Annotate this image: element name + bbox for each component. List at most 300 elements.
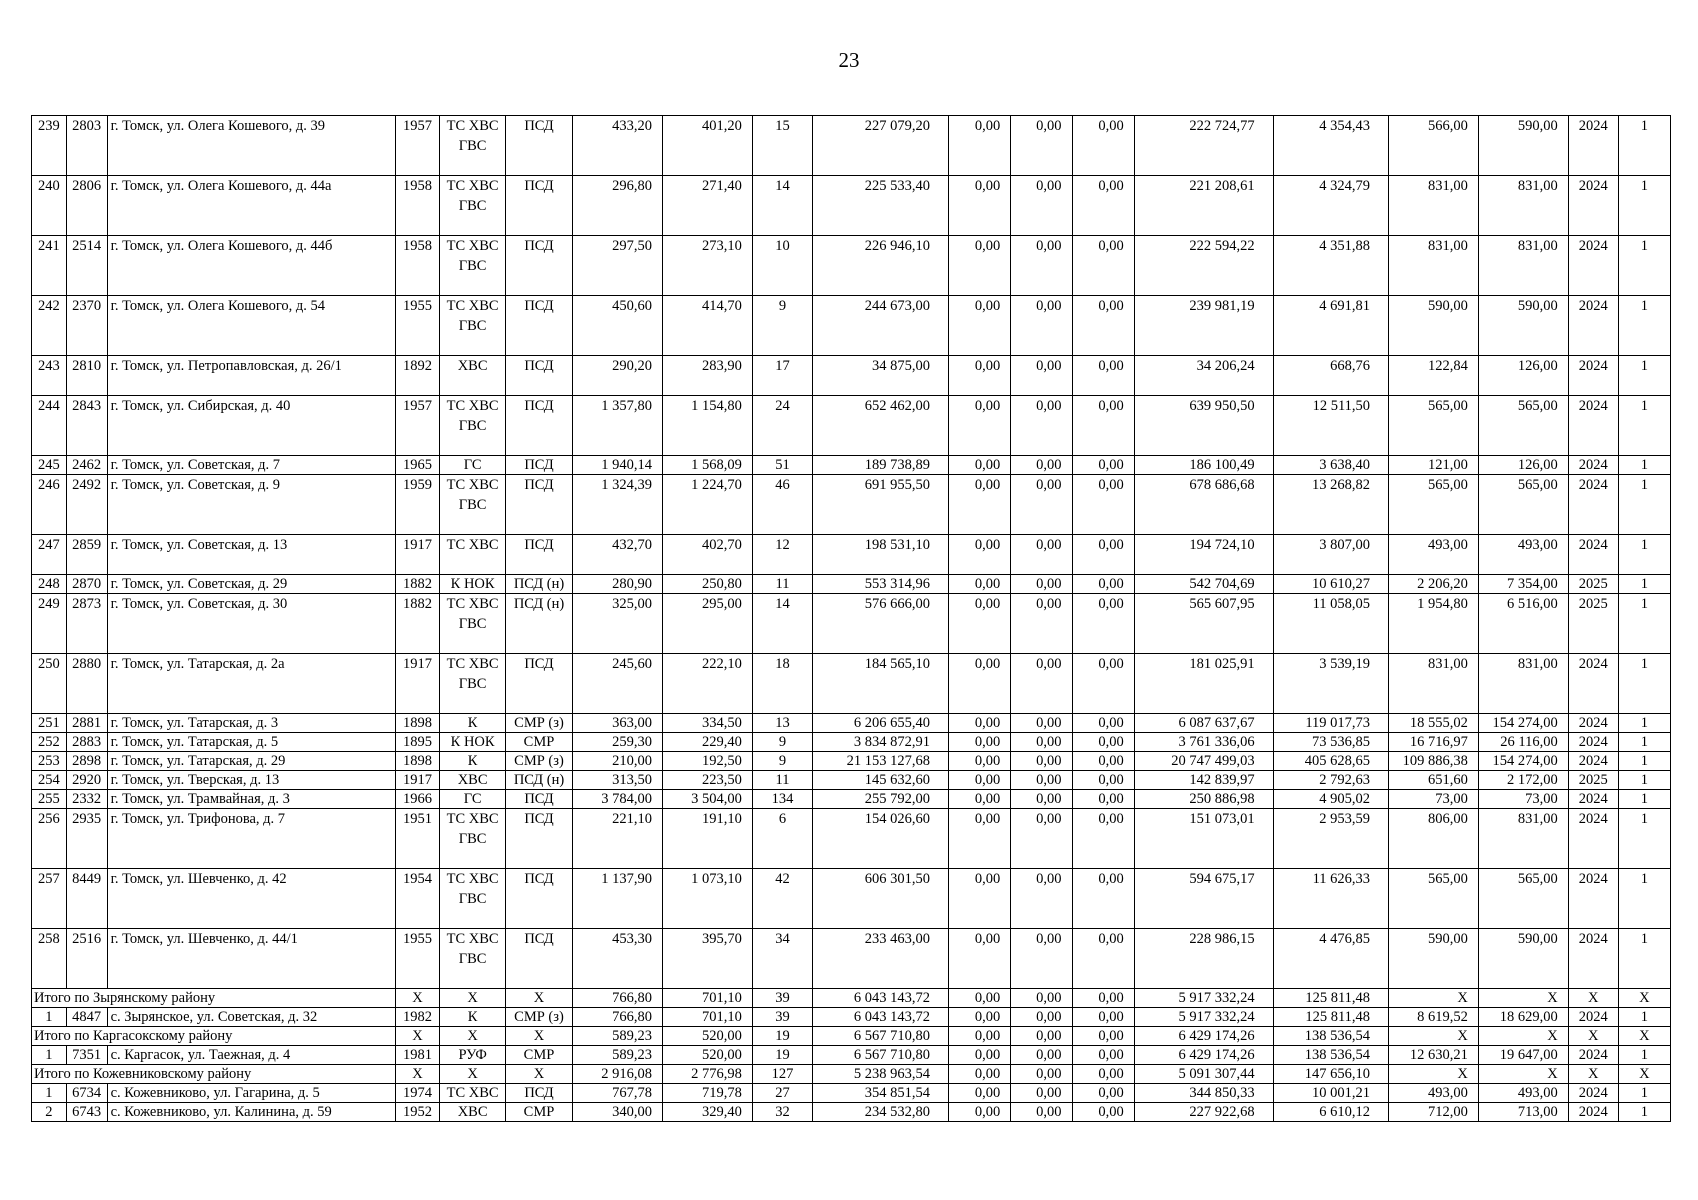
subtotal-row	[32, 1027, 1671, 1046]
cell-year-plan: 2024	[1568, 356, 1618, 396]
cell-residents: 15	[752, 116, 812, 176]
cell-max-cost: 590,00	[1478, 296, 1568, 356]
cell-house-id: 2859	[66, 535, 107, 575]
cell-residents: 51	[752, 456, 812, 475]
cell-work-type: СМР	[505, 1103, 572, 1122]
cell-max-cost: 493,00	[1478, 1084, 1568, 1103]
cell-area-total: 433,20	[573, 116, 663, 176]
cell-build-year: 1917	[395, 771, 440, 790]
cell-max-cost: 73,00	[1478, 790, 1568, 809]
cell-year-plan: 2024	[1568, 654, 1618, 714]
cell-owners: 4 351,88	[1273, 236, 1388, 296]
cell-local: 0,00	[1072, 790, 1134, 809]
cell-method: X	[1618, 989, 1670, 1008]
cell-local: 0,00	[1072, 475, 1134, 535]
cell-area-total: 453,30	[573, 929, 663, 989]
cell-fund: 221 208,61	[1134, 176, 1273, 236]
cell-residents: 134	[752, 790, 812, 809]
cell-total-cost: 234 532,80	[813, 1103, 949, 1122]
cell-year-plan: 2024	[1568, 929, 1618, 989]
cell-unit-cost: 12 630,21	[1389, 1046, 1479, 1065]
cell-regional: 0,00	[1011, 1084, 1072, 1103]
cell-year-plan: 2024	[1568, 809, 1618, 869]
cell-address: с. Кожевниково, ул. Калинина, д. 59	[107, 1103, 395, 1122]
cell-federal: 0,00	[948, 116, 1010, 176]
cell-federal: 0,00	[948, 809, 1010, 869]
cell-unit-cost: 806,00	[1389, 809, 1479, 869]
cell-area-total: 1 940,14	[573, 456, 663, 475]
cell-method: 1	[1618, 535, 1670, 575]
cell-fund: 344 850,33	[1134, 1084, 1273, 1103]
cell-unit-cost: 1 954,80	[1389, 594, 1479, 654]
cell-total-cost: 34 875,00	[813, 356, 949, 396]
cell-address: г. Томск, ул. Советская, д. 30	[107, 594, 395, 654]
cell-build-year: 1951	[395, 809, 440, 869]
cell-systems: К НОК	[440, 575, 505, 594]
cell-build-year: 1959	[395, 475, 440, 535]
cell-federal: 0,00	[948, 535, 1010, 575]
cell-area-total: 432,70	[573, 535, 663, 575]
cell-area-living: 395,70	[663, 929, 753, 989]
cell-area-total: 363,00	[573, 714, 663, 733]
cell-method: X	[1618, 1027, 1670, 1046]
cell-address: г. Томск, ул. Трифонова, д. 7	[107, 809, 395, 869]
cell-max-cost: 831,00	[1478, 654, 1568, 714]
cell-address: с. Кожевниково, ул. Гагарина, д. 5	[107, 1084, 395, 1103]
cell-local: 0,00	[1072, 594, 1134, 654]
cell-house-id: 2514	[66, 236, 107, 296]
cell-house-id: 2935	[66, 809, 107, 869]
cell-unit-cost: 2 206,20	[1389, 575, 1479, 594]
cell-unit-cost: 565,00	[1389, 396, 1479, 456]
cell-area-living: 401,20	[663, 116, 753, 176]
cell-systems: ХВС	[440, 356, 505, 396]
cell-fund: 227 922,68	[1134, 1103, 1273, 1122]
cell-row-number: 254	[32, 771, 67, 790]
cell-row-number: 248	[32, 575, 67, 594]
cell-area-living: 250,80	[663, 575, 753, 594]
cell-build-year: 1966	[395, 790, 440, 809]
cell-work-type: СМР (з)	[505, 1008, 572, 1027]
cell-total-cost: 6 043 143,72	[813, 989, 949, 1008]
cell-total-cost: 3 834 872,91	[813, 733, 949, 752]
cell-regional: 0,00	[1011, 654, 1072, 714]
cell-systems: ТС ХВС ГВС	[440, 116, 505, 176]
cell-fund: 181 025,91	[1134, 654, 1273, 714]
cell-work-type: ПСД	[505, 116, 572, 176]
cell-row-number: 2	[32, 1103, 67, 1122]
cell-area-living: 329,40	[663, 1103, 753, 1122]
cell-unit-cost: X	[1389, 1065, 1479, 1084]
table-row	[32, 236, 1671, 296]
cell-federal: 0,00	[948, 1103, 1010, 1122]
cell-build-year: 1954	[395, 869, 440, 929]
cell-max-cost: 565,00	[1478, 869, 1568, 929]
cell-max-cost: 831,00	[1478, 176, 1568, 236]
cell-owners: 2 792,63	[1273, 771, 1388, 790]
cell-total-cost: 606 301,50	[813, 869, 949, 929]
cell-total-cost: 5 238 963,54	[813, 1065, 949, 1084]
cell-residents: 12	[752, 535, 812, 575]
cell-year-plan: 2025	[1568, 575, 1618, 594]
cell-build-year: 1965	[395, 456, 440, 475]
cell-row-number: 258	[32, 929, 67, 989]
cell-total-cost: 198 531,10	[813, 535, 949, 575]
cell-address: г. Томск, ул. Шевченко, д. 44/1	[107, 929, 395, 989]
cell-work-type: ПСД	[505, 535, 572, 575]
cell-unit-cost: 73,00	[1389, 790, 1479, 809]
table-row	[32, 771, 1671, 790]
cell-area-total: 767,78	[573, 1084, 663, 1103]
cell-total-cost: 189 738,89	[813, 456, 949, 475]
cell-build-year: 1917	[395, 535, 440, 575]
cell-address: г. Томск, ул. Татарская, д. 3	[107, 714, 395, 733]
cell-row-number: 247	[32, 535, 67, 575]
cell-residents: 39	[752, 989, 812, 1008]
cell-method: 1	[1618, 475, 1670, 535]
table-row	[32, 1008, 1671, 1027]
table-row	[32, 869, 1671, 929]
cell-unit-cost: 565,00	[1389, 475, 1479, 535]
cell-address: г. Томск, ул. Советская, д. 7	[107, 456, 395, 475]
cell-build-year: 1955	[395, 296, 440, 356]
cell-area-total: 1 324,39	[573, 475, 663, 535]
cell-row-number: 242	[32, 296, 67, 356]
cell-method: 1	[1618, 594, 1670, 654]
cell-owners: 4 324,79	[1273, 176, 1388, 236]
cell-max-cost: 590,00	[1478, 929, 1568, 989]
cell-row-number: 251	[32, 714, 67, 733]
cell-row-number: 255	[32, 790, 67, 809]
cell-residents: 42	[752, 869, 812, 929]
cell-area-living: 402,70	[663, 535, 753, 575]
cell-area-living: 2 776,98	[663, 1065, 753, 1084]
cell-systems: К	[440, 752, 505, 771]
cell-row-number: 246	[32, 475, 67, 535]
cell-owners: 3 539,19	[1273, 654, 1388, 714]
cell-row-number: 250	[32, 654, 67, 714]
cell-year-plan: 2024	[1568, 869, 1618, 929]
cell-local: 0,00	[1072, 733, 1134, 752]
cell-unit-cost: 122,84	[1389, 356, 1479, 396]
cell-local: 0,00	[1072, 989, 1134, 1008]
cell-systems: ХВС	[440, 1103, 505, 1122]
cell-year-plan: X	[1568, 1065, 1618, 1084]
cell-federal: 0,00	[948, 869, 1010, 929]
cell-work-type: ПСД	[505, 654, 572, 714]
cell-fund: 6 087 637,67	[1134, 714, 1273, 733]
table-row	[32, 714, 1671, 733]
cell-residents: 19	[752, 1027, 812, 1046]
cell-area-total: 221,10	[573, 809, 663, 869]
cell-area-total: 1 357,80	[573, 396, 663, 456]
cell-systems: ТС ХВС ГВС	[440, 654, 505, 714]
cell-fund: 194 724,10	[1134, 535, 1273, 575]
cell-local: 0,00	[1072, 1027, 1134, 1046]
cell-federal: 0,00	[948, 176, 1010, 236]
cell-fund: 239 981,19	[1134, 296, 1273, 356]
cell-year-plan: 2024	[1568, 176, 1618, 236]
cell-regional: 0,00	[1011, 296, 1072, 356]
cell-max-cost: 831,00	[1478, 809, 1568, 869]
cell-residents: 14	[752, 594, 812, 654]
cell-local: 0,00	[1072, 176, 1134, 236]
cell-area-living: 1 568,09	[663, 456, 753, 475]
cell-build-year: 1917	[395, 654, 440, 714]
cell-year-plan: 2024	[1568, 752, 1618, 771]
cell-fund: 5 917 332,24	[1134, 989, 1273, 1008]
cell-area-living: 273,10	[663, 236, 753, 296]
cell-area-living: 1 154,80	[663, 396, 753, 456]
cell-build-year: 1955	[395, 929, 440, 989]
cell-unit-cost: 493,00	[1389, 535, 1479, 575]
cell-row-number: 257	[32, 869, 67, 929]
cell-unit-cost: 831,00	[1389, 176, 1479, 236]
cell-regional: 0,00	[1011, 236, 1072, 296]
cell-fund: 222 724,77	[1134, 116, 1273, 176]
cell-unit-cost: X	[1389, 989, 1479, 1008]
cell-systems: ГС	[440, 790, 505, 809]
table-row	[32, 594, 1671, 654]
cell-method: 1	[1618, 654, 1670, 714]
cell-address: г. Томск, ул. Советская, д. 9	[107, 475, 395, 535]
cell-residents: 9	[752, 752, 812, 771]
cell-build-year: 1898	[395, 752, 440, 771]
cell-row-number: 243	[32, 356, 67, 396]
table-row	[32, 535, 1671, 575]
cell-owners: 13 268,82	[1273, 475, 1388, 535]
cell-work-type: ПСД	[505, 176, 572, 236]
cell-work-type: ПСД	[505, 809, 572, 869]
cell-area-total: 290,20	[573, 356, 663, 396]
cell-owners: 125 811,48	[1273, 1008, 1388, 1027]
cell-local: 0,00	[1072, 575, 1134, 594]
cell-systems: К НОК	[440, 733, 505, 752]
cell-house-id: 2883	[66, 733, 107, 752]
cell-federal: 0,00	[948, 1027, 1010, 1046]
cell-area-total: 3 784,00	[573, 790, 663, 809]
cell-method: 1	[1618, 176, 1670, 236]
cell-federal: 0,00	[948, 714, 1010, 733]
cell-area-living: 334,50	[663, 714, 753, 733]
cell-total-cost: 6 567 710,80	[813, 1027, 949, 1046]
cell-area-living: 271,40	[663, 176, 753, 236]
cell-owners: 405 628,65	[1273, 752, 1388, 771]
cell-house-id: 6743	[66, 1103, 107, 1122]
cell-method: 1	[1618, 1046, 1670, 1065]
cell-address: г. Томск, ул. Тверская, д. 13	[107, 771, 395, 790]
cell-method: 1	[1618, 809, 1670, 869]
cell-fund: 678 686,68	[1134, 475, 1273, 535]
cell-address: г. Томск, ул. Советская, д. 29	[107, 575, 395, 594]
cell-regional: 0,00	[1011, 575, 1072, 594]
cell-area-total: 280,90	[573, 575, 663, 594]
cell-address: г. Томск, ул. Петропавловская, д. 26/1	[107, 356, 395, 396]
cell-fund: 6 429 174,26	[1134, 1027, 1273, 1046]
cell-area-living: 719,78	[663, 1084, 753, 1103]
cell-area-living: 223,50	[663, 771, 753, 790]
cell-year-plan: 2024	[1568, 535, 1618, 575]
cell-unit-cost: 712,00	[1389, 1103, 1479, 1122]
table-row	[32, 475, 1671, 535]
cell-work-type: ПСД (н)	[505, 575, 572, 594]
cell-regional: 0,00	[1011, 1008, 1072, 1027]
cell-build-year: X	[395, 1065, 440, 1084]
cell-year-plan: 2024	[1568, 1084, 1618, 1103]
cell-federal: 0,00	[948, 594, 1010, 654]
cell-address: г. Томск, ул. Сибирская, д. 40	[107, 396, 395, 456]
cell-fund: 186 100,49	[1134, 456, 1273, 475]
cell-local: 0,00	[1072, 296, 1134, 356]
cell-residents: 32	[752, 1103, 812, 1122]
cell-owners: 138 536,54	[1273, 1046, 1388, 1065]
cell-build-year: 1957	[395, 116, 440, 176]
cell-federal: 0,00	[948, 396, 1010, 456]
cell-total-cost: 6 567 710,80	[813, 1046, 949, 1065]
cell-residents: 13	[752, 714, 812, 733]
cell-address: г. Томск, ул. Шевченко, д. 42	[107, 869, 395, 929]
cell-regional: 0,00	[1011, 116, 1072, 176]
cell-owners: 10 610,27	[1273, 575, 1388, 594]
cell-address: г. Томск, ул. Олега Кошевого, д. 39	[107, 116, 395, 176]
cell-row-number: 240	[32, 176, 67, 236]
cell-house-id: 2898	[66, 752, 107, 771]
cell-area-living: 1 224,70	[663, 475, 753, 535]
cell-federal: 0,00	[948, 296, 1010, 356]
cell-unit-cost: 566,00	[1389, 116, 1479, 176]
cell-total-cost: 225 533,40	[813, 176, 949, 236]
cell-method: 1	[1618, 396, 1670, 456]
cell-work-type: ПСД	[505, 356, 572, 396]
cell-build-year: 1895	[395, 733, 440, 752]
cell-unit-cost: 565,00	[1389, 869, 1479, 929]
cell-row-number: 252	[32, 733, 67, 752]
cell-build-year: X	[395, 1027, 440, 1046]
cell-method: 1	[1618, 575, 1670, 594]
table-row	[32, 809, 1671, 869]
cell-house-id: 2462	[66, 456, 107, 475]
cell-federal: 0,00	[948, 790, 1010, 809]
cell-area-living: 192,50	[663, 752, 753, 771]
cell-subtotal-label: Итого по Зырянскому району	[32, 989, 396, 1008]
cell-year-plan: 2024	[1568, 714, 1618, 733]
cell-max-cost: 565,00	[1478, 475, 1568, 535]
cell-owners: 73 536,85	[1273, 733, 1388, 752]
cell-federal: 0,00	[948, 1046, 1010, 1065]
cell-systems: ТС ХВС ГВС	[440, 929, 505, 989]
cell-area-total: 210,00	[573, 752, 663, 771]
cell-year-plan: 2024	[1568, 1103, 1618, 1122]
cell-max-cost: 26 116,00	[1478, 733, 1568, 752]
cell-owners: 4 905,02	[1273, 790, 1388, 809]
table-row	[32, 1084, 1671, 1103]
cell-federal: 0,00	[948, 989, 1010, 1008]
cell-area-total: 259,30	[573, 733, 663, 752]
cell-total-cost: 6 043 143,72	[813, 1008, 949, 1027]
cell-house-id: 2881	[66, 714, 107, 733]
cell-total-cost: 21 153 127,68	[813, 752, 949, 771]
page-number: 23	[838, 48, 860, 72]
cell-total-cost: 233 463,00	[813, 929, 949, 989]
cell-work-type: СМР	[505, 733, 572, 752]
cell-method: 1	[1618, 236, 1670, 296]
cell-year-plan: 2024	[1568, 1046, 1618, 1065]
cell-house-id: 2492	[66, 475, 107, 535]
cell-house-id: 2920	[66, 771, 107, 790]
cell-row-number: 1	[32, 1084, 67, 1103]
cell-local: 0,00	[1072, 456, 1134, 475]
cell-work-type: СМР (з)	[505, 752, 572, 771]
cell-method: 1	[1618, 733, 1670, 752]
cell-row-number: 244	[32, 396, 67, 456]
cell-regional: 0,00	[1011, 396, 1072, 456]
cell-area-total: 589,23	[573, 1027, 663, 1046]
cell-residents: 18	[752, 654, 812, 714]
cell-regional: 0,00	[1011, 535, 1072, 575]
cell-max-cost: 590,00	[1478, 116, 1568, 176]
cell-local: 0,00	[1072, 1008, 1134, 1027]
cell-max-cost: 154 274,00	[1478, 752, 1568, 771]
cell-regional: 0,00	[1011, 1027, 1072, 1046]
cell-method: 1	[1618, 929, 1670, 989]
cell-method: 1	[1618, 752, 1670, 771]
cell-owners: 12 511,50	[1273, 396, 1388, 456]
cell-method: 1	[1618, 456, 1670, 475]
cell-owners: 3 638,40	[1273, 456, 1388, 475]
cell-work-type: СМР (з)	[505, 714, 572, 733]
cell-max-cost: 7 354,00	[1478, 575, 1568, 594]
cell-method: 1	[1618, 116, 1670, 176]
cell-residents: 46	[752, 475, 812, 535]
cell-owners: 4 354,43	[1273, 116, 1388, 176]
cell-address: с. Каргасок, ул. Таежная, д. 4	[107, 1046, 395, 1065]
cell-area-living: 229,40	[663, 733, 753, 752]
cell-unit-cost: 651,60	[1389, 771, 1479, 790]
cell-total-cost: 553 314,96	[813, 575, 949, 594]
cell-fund: 20 747 499,03	[1134, 752, 1273, 771]
cell-area-total: 340,00	[573, 1103, 663, 1122]
cell-method: 1	[1618, 1103, 1670, 1122]
cell-fund: 151 073,01	[1134, 809, 1273, 869]
cell-local: 0,00	[1072, 116, 1134, 176]
cell-local: 0,00	[1072, 929, 1134, 989]
cell-federal: 0,00	[948, 1065, 1010, 1084]
cell-year-plan: X	[1568, 1027, 1618, 1046]
cell-work-type: ПСД	[505, 1084, 572, 1103]
cell-build-year: 1958	[395, 236, 440, 296]
cell-fund: 565 607,95	[1134, 594, 1273, 654]
cell-max-cost: 18 629,00	[1478, 1008, 1568, 1027]
cell-local: 0,00	[1072, 809, 1134, 869]
cell-area-living: 701,10	[663, 1008, 753, 1027]
cell-work-type: ПСД (н)	[505, 594, 572, 654]
cell-total-cost: 154 026,60	[813, 809, 949, 869]
table-row	[32, 116, 1671, 176]
cell-federal: 0,00	[948, 236, 1010, 296]
cell-build-year: 1882	[395, 575, 440, 594]
cell-total-cost: 145 632,60	[813, 771, 949, 790]
cell-max-cost: X	[1478, 1065, 1568, 1084]
cell-max-cost: 565,00	[1478, 396, 1568, 456]
cell-local: 0,00	[1072, 1103, 1134, 1122]
cell-area-living: 222,10	[663, 654, 753, 714]
cell-house-id: 4847	[66, 1008, 107, 1027]
cell-build-year: X	[395, 989, 440, 1008]
cell-federal: 0,00	[948, 456, 1010, 475]
cell-federal: 0,00	[948, 752, 1010, 771]
cell-residents: 17	[752, 356, 812, 396]
cell-method: 1	[1618, 356, 1670, 396]
